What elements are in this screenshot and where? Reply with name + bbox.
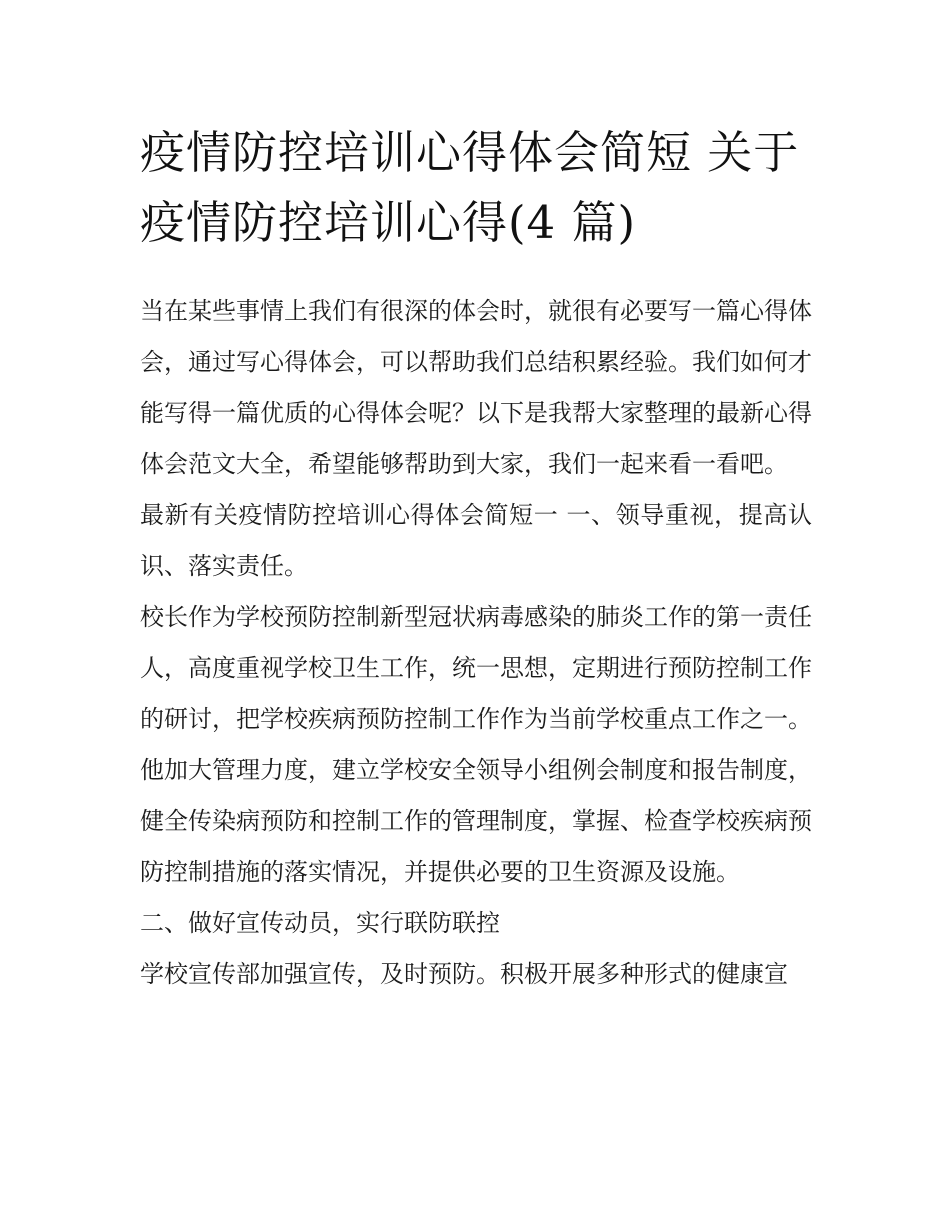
paragraph-publicity: 学校宣传部加强宣传，及时预防。积极开展多种形式的健康宣 [140, 960, 788, 988]
paragraph-principal-responsibility: 校长作为学校预防控制新型冠状病毒感染的肺炎工作的第一责任人，高度重视学校卫生工作，统一思想，定期进行预防控制工作的研讨，把学校疾病预防控制工作作为当前学校重点工作之一。他加大管理力度，建立学校安全领导小组例会制度和报告制度，健全传染病预防和控制工作的管理制度，掌握、检查学校疾病预防控制措施的落实情况，并提供必要的卫生资源及设施。 [140, 603, 812, 886]
paragraph-section-2-heading: 二、做好宣传动员，实行联防联控 [140, 909, 500, 937]
document-page [140, 118, 812, 1000]
document-title: 疫情防控培训心得体会简短 关于疫情防控培训心得(4 篇) [140, 126, 800, 249]
paragraph-intro: 当在某些事情上我们有很深的体会时，就很有必要写一篇心得体会，通过写心得体会，可以帮助我们总结积累经验。我们如何才能写得一篇优质的心得体会呢？以下是我帮大家整理的最新心得体会范文大全，希望能够帮助到大家，我们一起来看一看吧。 [140, 297, 812, 478]
document-body [140, 286, 812, 1000]
paragraph-section-1-heading: 最新有关疫情防控培训心得体会简短一 一、领导重视，提高认识、落实责任。 [140, 501, 812, 580]
